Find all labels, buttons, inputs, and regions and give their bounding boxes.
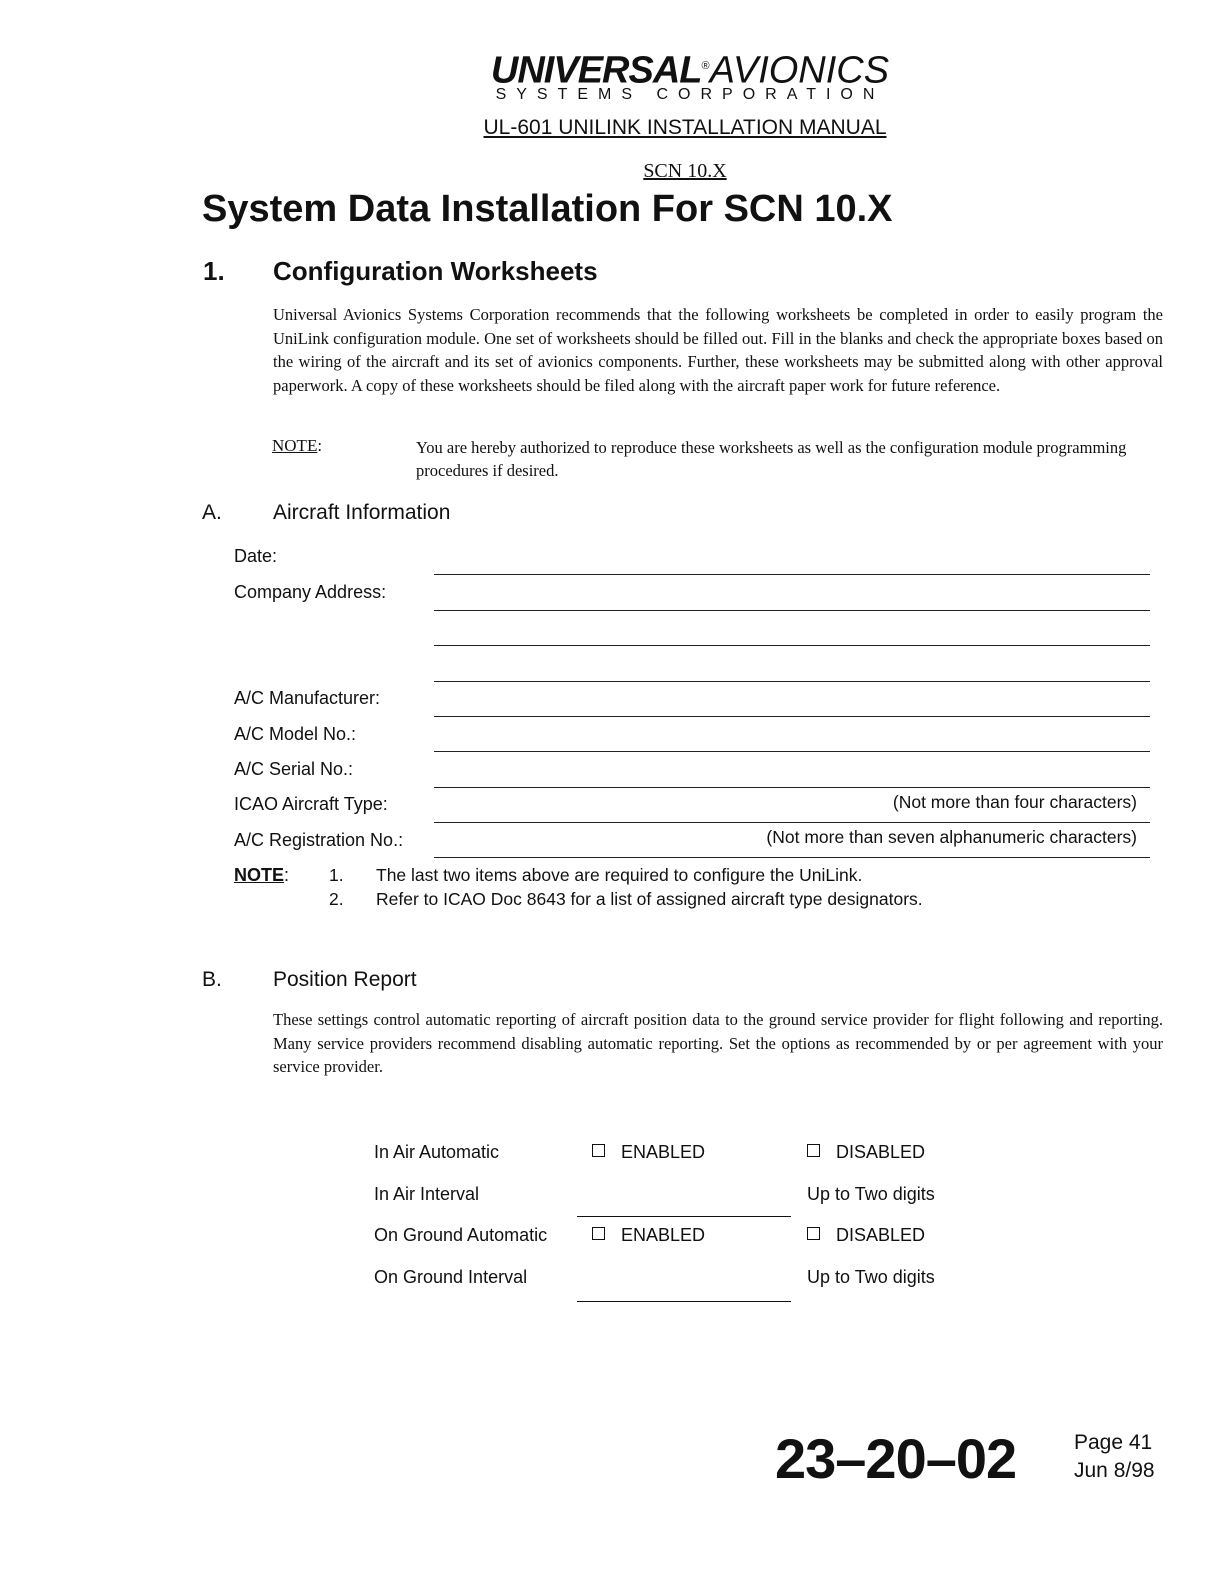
subsection-b-letter: B. <box>202 968 222 991</box>
company-address-field-2[interactable] <box>434 645 1150 646</box>
model-label: A/C Model No.: <box>234 724 357 744</box>
scn-heading: SCN 10.X <box>643 160 727 182</box>
manufacturer-field[interactable] <box>434 716 1150 717</box>
aircraft-note-label <box>234 865 289 886</box>
logo-light-text: AVIONICS <box>709 49 890 92</box>
date-label: Date: <box>234 546 278 566</box>
note-colon: : <box>317 436 323 455</box>
checkbox-icon[interactable] <box>592 1144 605 1157</box>
registration-label: A/C Registration No.: <box>234 830 404 850</box>
in-air-disabled-label: DISABLED <box>836 1142 926 1162</box>
checkbox-icon[interactable] <box>807 1227 820 1240</box>
company-address-field-3[interactable] <box>434 681 1150 682</box>
note-label-text: NOTE <box>272 436 318 455</box>
aircraft-note-colon: : <box>284 865 290 885</box>
note-label <box>272 436 322 456</box>
on-ground-disabled-label: DISABLED <box>836 1225 926 1245</box>
on-ground-interval-field[interactable] <box>577 1301 791 1302</box>
page-number: Page 41 <box>1074 1431 1153 1454</box>
in-air-enabled-option[interactable] <box>592 1142 705 1163</box>
on-ground-enabled-label: ENABLED <box>621 1225 706 1245</box>
section-title: Configuration Worksheets <box>273 256 598 286</box>
note-item-2-text: Refer to ICAO Doc 8643 for a list of assigned aircraft type designators. <box>376 889 923 909</box>
in-air-disabled-option[interactable] <box>807 1142 925 1163</box>
on-ground-automatic-label: On Ground Automatic <box>374 1225 548 1245</box>
intro-paragraph: Universal Avionics Systems Corporation recommends that the following worksheets be completed in order to easily program the UniLink configuration module. One set of worksheets should be filled out. Fill in the blanks and check the appropriate boxes based on the wiring of the aircraft and its set of avionics components. Further, these worksheets may be submitted along with other approval paperwork. A copy of these worksheets should be filed along with the aircraft paper work for future reference. <box>273 305 1163 395</box>
note-item-2-number: 2. <box>329 889 344 909</box>
position-report-paragraph: These settings control automatic reporting of aircraft position data to the ground service provider for flight following and reporting. Many service providers recommend disabling automatic reporting. Set the options as recommended by or per agreement with your service provider. <box>273 1010 1163 1076</box>
logo-registered-mark: ® <box>701 60 710 72</box>
document-code: 23–20–02 <box>775 1427 1017 1490</box>
registration-field[interactable] <box>434 857 1150 858</box>
icao-type-label: ICAO Aircraft Type: <box>234 794 388 814</box>
on-ground-interval-label: On Ground Interval <box>374 1267 528 1287</box>
manual-title: UL-601 UNILINK INSTALLATION MANUAL <box>483 116 887 139</box>
subsection-b-title: Position Report <box>273 968 417 991</box>
icao-type-field[interactable] <box>434 822 1150 823</box>
section-number: 1. <box>203 256 225 286</box>
note-item-1-text: The last two items above are required to configure the UniLink. <box>376 865 863 885</box>
in-air-automatic-label: In Air Automatic <box>374 1142 500 1162</box>
serial-label: A/C Serial No.: <box>234 759 354 779</box>
in-air-interval-field[interactable] <box>577 1216 791 1217</box>
logo-bold-text: UNIVERSAL <box>490 49 702 92</box>
in-air-interval-label: In Air Interval <box>374 1184 480 1204</box>
checkbox-icon[interactable] <box>592 1227 605 1240</box>
date-field[interactable] <box>434 574 1150 575</box>
note-item-1-number: 1. <box>329 865 344 885</box>
checkbox-icon[interactable] <box>807 1144 820 1157</box>
subsection-a-letter: A. <box>202 501 222 524</box>
on-ground-interval-hint: Up to Two digits <box>807 1267 935 1287</box>
in-air-interval-hint: Up to Two digits <box>807 1184 935 1204</box>
registration-hint: (Not more than seven alphanumeric characters) <box>766 827 1137 847</box>
page-date: Jun 8/98 <box>1074 1459 1155 1482</box>
serial-field[interactable] <box>434 787 1150 788</box>
on-ground-disabled-option[interactable] <box>807 1225 925 1246</box>
page-title: System Data Installation For SCN 10.X <box>202 188 893 230</box>
note-text: You are hereby authorized to reproduce these worksheets as well as the configuration module programming procedures if desired. <box>416 438 1127 480</box>
on-ground-enabled-option[interactable] <box>592 1225 705 1246</box>
company-address-field-1[interactable] <box>434 610 1150 611</box>
in-air-enabled-label: ENABLED <box>621 1142 706 1162</box>
aircraft-note-label-text: NOTE <box>234 865 285 885</box>
company-address-label: Company Address: <box>234 582 387 602</box>
manufacturer-label: A/C Manufacturer: <box>234 688 381 708</box>
logo-subtitle: SYSTEMS CORPORATION <box>495 86 885 103</box>
icao-type-hint: (Not more than four characters) <box>892 792 1137 812</box>
model-field[interactable] <box>434 751 1150 752</box>
subsection-a-title: Aircraft Information <box>273 501 451 524</box>
